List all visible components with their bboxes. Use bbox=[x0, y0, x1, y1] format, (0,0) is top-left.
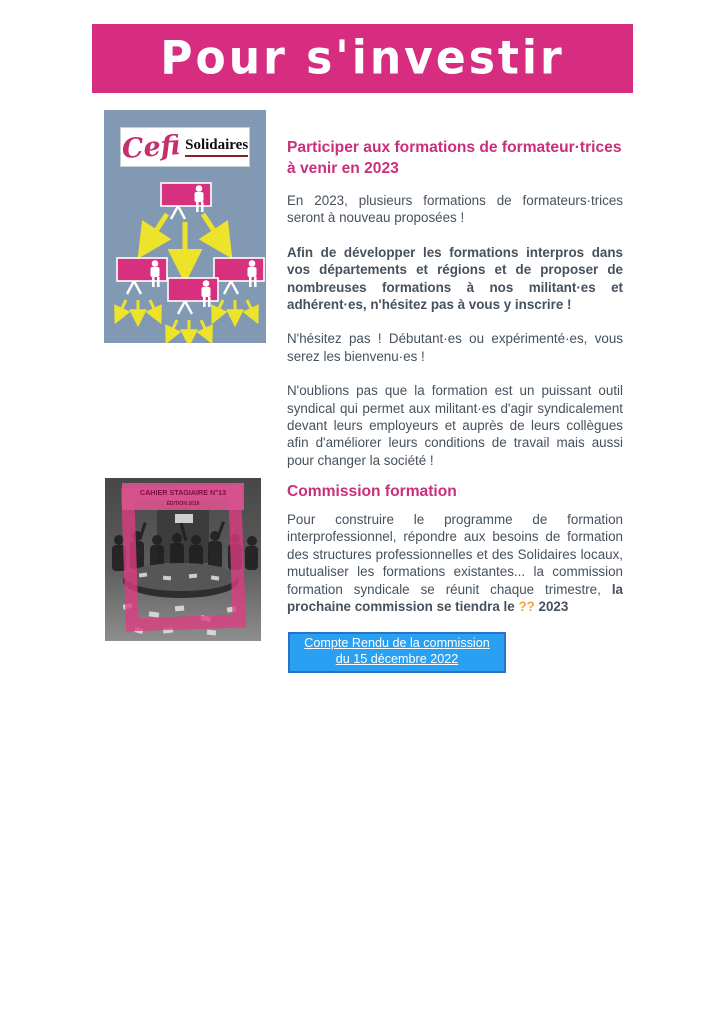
commission-date-placeholder: ?? bbox=[518, 599, 535, 615]
trainer-board-icon-left bbox=[117, 258, 167, 294]
formations-heading: Participer aux formations de formateur·trices à venir en 2023 bbox=[287, 139, 622, 177]
formations-paragraph-4: N'oublions pas que la formation est un puissant outil syndical qui permet aux militant·es d'agir syndicalement devant leurs employeurs et auprès de leurs collègues afin d'améliorer leurs conditions de travail mais aussi pour changer la société ! bbox=[287, 383, 623, 468]
cahier-stagiaire-title: CAHIER STAGIAIRE N°13 bbox=[139, 488, 227, 497]
cahier-stagiaire-edition: ÉDITION 2019 bbox=[166, 501, 200, 507]
formations-text-column bbox=[287, 137, 623, 486]
commission-paragraph-year: 2023 bbox=[534, 599, 569, 615]
cefi-logo-text: Cefi bbox=[120, 129, 182, 165]
formations-paragraph-2: Afin de développer les formations interpros dans vos départements et régions et de proposer de nombreuses formations à nos militant·es et adhérent·es, n'hésitez pas à vous y inscrire ! bbox=[287, 244, 623, 313]
compte-rendu-link-line1: Compte Rendu de la commission bbox=[304, 636, 490, 651]
commission-paragraph bbox=[287, 511, 623, 615]
formations-paragraph-3: N'hésitez pas ! Débutant·es ou expérimenté·es, vous serez les bienvenu·es ! bbox=[287, 331, 623, 364]
formations-paragraph-1: En 2023, plusieurs formations de formateurs·trices seront à nouveau proposées ! bbox=[287, 193, 623, 226]
compte-rendu-link-line2: du 15 décembre 2022 bbox=[335, 651, 459, 666]
commission-paragraph-normal: Pour construire le programme de formation interprofessionnel, répondre aux besoins de formation des structures professionnelles et des Solidaires locaux, mutualiser les formations existantes... la commission formation syndicale se réunit chaque trimestre, bbox=[287, 512, 623, 597]
commission-text-column bbox=[287, 481, 623, 673]
commission-photo-illustration bbox=[105, 478, 261, 641]
banner-title: Pour s'investir bbox=[160, 31, 565, 86]
solidaires-logo-text: Solidaires bbox=[185, 137, 248, 157]
commission-paragraph-bold: la prochaine commission se tiendra le bbox=[287, 581, 623, 615]
section-banner bbox=[92, 24, 633, 93]
cefi-training-cascade-image bbox=[104, 110, 266, 343]
cefi-solidaires-logo bbox=[120, 127, 250, 167]
trainer-board-icon-top bbox=[161, 183, 211, 219]
compte-rendu-link-button[interactable] bbox=[288, 632, 506, 673]
trainer-board-icon-right bbox=[214, 258, 264, 294]
commission-heading: Commission formation bbox=[287, 483, 457, 500]
cahier-stagiaire-photo bbox=[105, 478, 261, 641]
trainer-board-icon-center bbox=[168, 278, 218, 314]
